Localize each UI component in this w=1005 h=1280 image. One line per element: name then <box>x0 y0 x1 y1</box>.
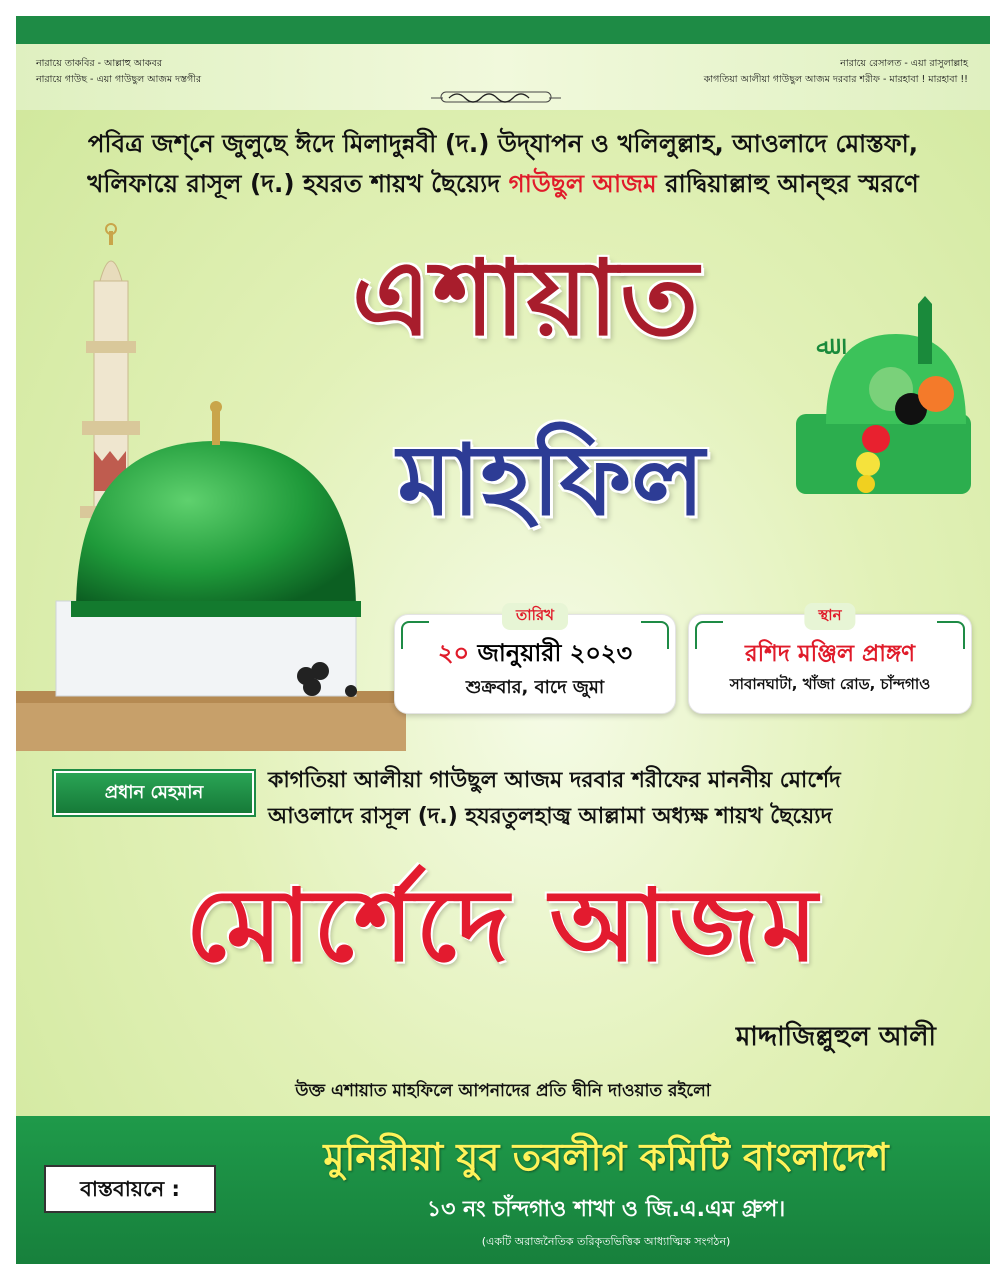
intro-highlight: গাউছুল আজম <box>508 169 657 198</box>
title-line-2: মাহফিল <box>397 424 705 538</box>
chief-guest-honorific: মাদ্দাজিল্লুহুল আলী <box>735 1022 936 1052</box>
implementer-label: বাস্তবায়নে : <box>44 1165 216 1213</box>
slogan-strip <box>16 44 990 110</box>
date-day: ২০ <box>437 639 470 667</box>
organization-name: মুনিরীয়া যুব তবলীগ কমিটি বাংলাদেশ <box>323 1135 889 1179</box>
date-main <box>395 635 675 675</box>
intro-line-2-start: খলিফায়ে রাসূল (দ.) হযরত শায়খ ছৈয়্যেদ <box>87 169 501 198</box>
date-weekday: শুক্রবার, বাদে জুমা <box>465 677 605 698</box>
chief-guest-line-1: কাগতিয়া আলীয়া গাউছুল আজম দরবার শরীফের মাননীয় মোর্শেদ <box>268 768 841 793</box>
chief-guest-line-2: আওলাদে রাসূল (দ.) হযরতুলহাজ্ব আল্লামা অধ্যক্ষ শায়খ ছৈয়্যেদ <box>268 804 833 829</box>
place-tag: স্থান <box>804 603 855 630</box>
intro-line-2 <box>16 164 990 204</box>
slogan-left-1: নারায়ে তাকবির - আল্লাহু আকবর <box>36 58 162 69</box>
date-month-year: জানুয়ারী ২০২৩ <box>477 639 633 667</box>
place-box <box>688 606 972 714</box>
organization-note: (একটি অরাজনৈতিক তরিকৃতভিত্তিক আধ্যাত্মিক সংগঠন) <box>481 1235 731 1248</box>
place-address: সাবানঘাটা, খাঁজা রোড, চাঁন্দগাও <box>729 675 931 693</box>
svg-text:ﷲ: ﷲ <box>816 331 832 361</box>
top-band <box>16 16 990 44</box>
intro-line-1: পবিত্র জশ্‌নে জুলুছে ঈদে মিলাদুন্নবী (দ.) উদ্‌যাপন ও খলিলুল্লাহ, আওলাদে মোস্তফা, <box>87 129 919 158</box>
title-line-1: এশায়াত <box>351 237 701 359</box>
date-box <box>394 606 676 714</box>
intro-line-2-end: রাদ্বিয়াল্লাহু আন্‌হুর স্মরণে <box>665 169 919 198</box>
chief-guest-badge: প্রধান মেহমান <box>54 771 254 815</box>
calligraphy-icon <box>421 84 571 108</box>
invitation-text: উক্ত এশায়াত মাহফিলে আপনাদের প্রতি দ্বীনি দাওয়াত রইলো <box>295 1081 711 1101</box>
slogan-right-1: নারায়ে রেসালত - এয়া রাসুলাল্লাহ <box>840 58 968 69</box>
place-venue: রশিদ মঞ্জিল প্রাঙ্গণ <box>744 641 916 667</box>
green-dome-emblem-icon <box>786 294 981 504</box>
organization-branch: ১৩ নং চাঁন্দগাও শাখা ও জি.এ.এম গ্রুপ। <box>426 1197 786 1222</box>
slogan-right-2: কাগতিয়া আলীয়া গাউছুল আজম দরবার শরীফ - মারহাবা ! মারহাবা !! <box>703 74 968 85</box>
poster <box>16 16 990 1264</box>
intro-text <box>16 124 990 204</box>
date-tag: তারিখ <box>502 603 568 630</box>
slogan-left-2: নারায়ে গাউছ - এয়া গাউছুল আজম দস্তগীর <box>36 74 202 85</box>
chief-guest-name: মোর্শেদে আজম <box>185 867 821 984</box>
